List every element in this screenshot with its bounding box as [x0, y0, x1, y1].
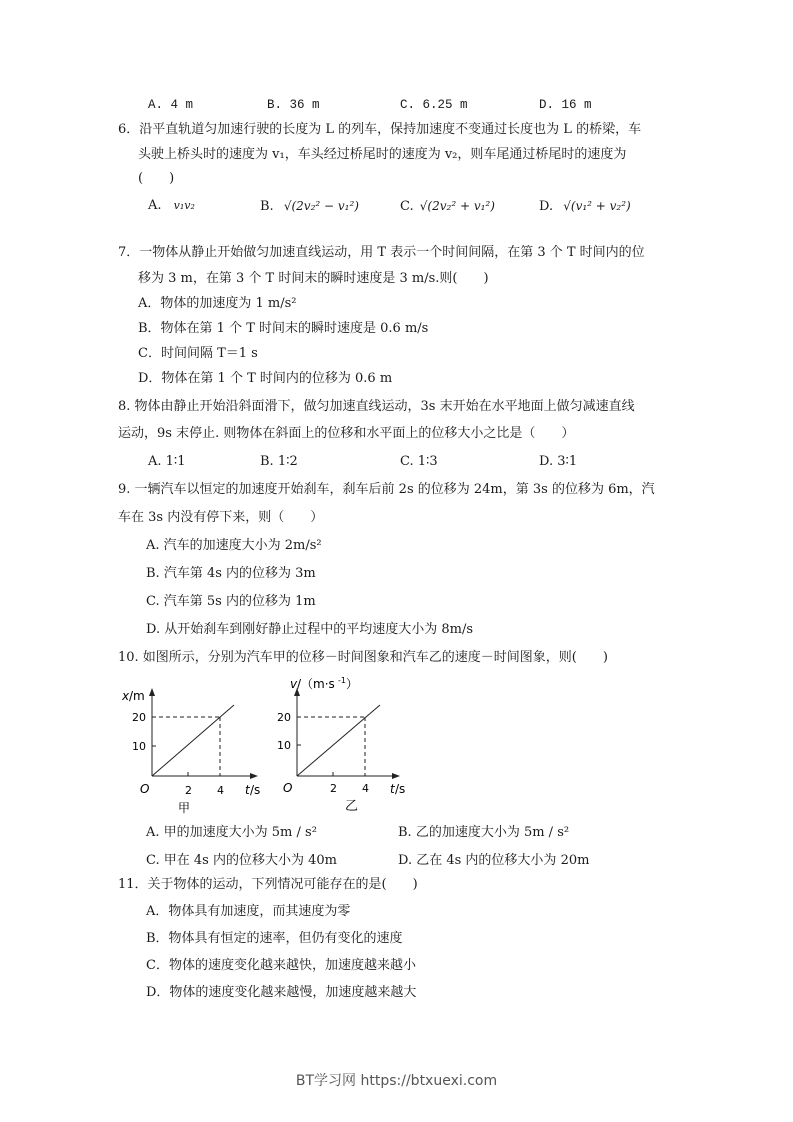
svg-text:-1: -1 — [338, 676, 346, 685]
svg-text:v: v — [290, 677, 298, 691]
svg-text:20: 20 — [132, 711, 146, 724]
svg-text:4: 4 — [362, 782, 369, 795]
svg-text:10: 10 — [132, 740, 146, 753]
q11-option-d: D．物体的速度变化越来越慢，加速度越来越大 — [146, 985, 417, 1000]
q8-stem-line1: 8. 物体由静止开始沿斜面滑下，做匀加速直线运动，3s 末开始在水平地面上做匀减速直线 — [118, 399, 635, 414]
svg-text:x: x — [122, 689, 130, 703]
svg-text:O: O — [140, 782, 150, 796]
q9-option-d: D. 从开始刹车到刚好静止过程中的平均速度大小为 8m/s — [146, 622, 474, 637]
q6-stem-line3: ( ) — [138, 171, 175, 186]
q5-option-c: C. 6.25 m — [400, 98, 468, 112]
svg-text:O: O — [283, 781, 293, 795]
q8-option-c: C. 1∶3 — [400, 454, 438, 469]
q6-stem-line1: 6．沿平直轨道匀加速行驶的长度为 L 的列车，保持加速度不变通过长度也为 L 的桥梁，车 — [118, 122, 642, 137]
q6-option-b-expr: √(2v₂² − v₁²) — [283, 199, 359, 213]
q6-option-a-expr: v₁v₂ — [173, 199, 195, 212]
q6-option-b: B. √(2v₂² − v₁²) — [260, 199, 359, 214]
q8-option-b: B. 1∶2 — [260, 454, 298, 469]
q7-option-a: A．物体的加速度为 1 m/s² — [138, 296, 297, 311]
q6-option-c-expr: √(2v₂² + v₁²) — [419, 199, 495, 213]
svg-text:乙: 乙 — [345, 799, 359, 814]
svg-text:/（m·s: /（m·s — [297, 677, 335, 691]
svg-text:t: t — [245, 783, 250, 797]
q5-option-b: B. 36 m — [267, 98, 320, 112]
q9-option-b: B. 汽车第 4s 内的位移为 3m — [146, 566, 316, 581]
svg-text:）: ） — [346, 677, 359, 691]
svg-text:10: 10 — [277, 739, 291, 752]
q5-option-d: D. 16 m — [539, 98, 592, 112]
q8-option-d: D. 3∶1 — [539, 454, 578, 469]
svg-text:4: 4 — [217, 784, 224, 797]
svg-text:2: 2 — [185, 784, 192, 797]
svg-text:/s: /s — [250, 783, 261, 797]
q10-option-d: D. 乙在 4s 内的位移大小为 20m — [398, 853, 590, 868]
q5-option-a: A. 4 m — [148, 98, 194, 112]
svg-text:20: 20 — [277, 711, 291, 724]
q7-stem-line1: 7．一物体从静止开始做匀加速直线运动，用 T 表示一个时间间隔，在第 3 个 T 时间内的位 — [118, 245, 645, 260]
q6-option-a: A. v₁v₂ — [148, 198, 195, 213]
q7-option-d: D．物体在第 1 个 T 时间内的位移为 0.6 m — [138, 371, 393, 386]
q9-stem-line1: 9. 一辆汽车以恒定的加速度开始刹车，刹车后前 2s 的位移为 24m，第 3s 的位移为 6m，汽 — [118, 482, 655, 497]
graph-yi — [270, 670, 430, 815]
q11-stem-line1: 11．关于物体的运动，下列情况可能存在的是( ) — [118, 877, 418, 892]
q11-option-c: C．物体的速度变化越来越快，加速度越来越小 — [146, 958, 416, 973]
footer-watermark: BT学习网 https://btxuexi.com — [295, 1073, 498, 1089]
q10-stem-line1: 10. 如图所示，分别为汽车甲的位移－时间图象和汽车乙的速度－时间图象，则( ) — [118, 650, 608, 665]
q6-option-c: C. √(2v₂² + v₁²) — [400, 199, 495, 214]
q6-stem-line2: 头驶上桥头时的速度为 v₁，车头经过桥尾时的速度为 v₂，则车尾通过桥尾时的速度为 — [138, 147, 627, 162]
q10-option-a: A. 甲的加速度大小为 5m / s² — [146, 825, 317, 840]
svg-text:甲: 甲 — [178, 801, 191, 815]
svg-text:/s: /s — [395, 782, 406, 796]
q8-stem-line2: 运动，9s 末停止. 则物体在斜面上的位移和水平面上的位移大小之比是（ ） — [118, 426, 575, 441]
svg-text:/m: /m — [129, 689, 145, 703]
q10-option-c: C. 甲在 4s 内的位移大小为 40m — [146, 853, 337, 868]
q11-option-b: B．物体具有恒定的速率，但仍有变化的速度 — [146, 931, 403, 946]
q6-option-d-expr: √(v₁² + v₂²) — [563, 199, 631, 213]
q9-option-a: A. 汽车的加速度大小为 2m/s² — [146, 538, 322, 553]
q6-option-d: D. √(v₁² + v₂²) — [539, 199, 631, 214]
svg-text:t: t — [390, 782, 395, 796]
q7-option-b: B．物体在第 1 个 T 时间末的瞬时速度是 0.6 m/s — [138, 321, 429, 336]
q10-option-b: B. 乙的加速度大小为 5m / s² — [398, 825, 570, 840]
q11-option-a: A．物体具有加速度，而其速度为零 — [146, 904, 351, 919]
q8-option-a: A. 1∶1 — [148, 454, 186, 469]
svg-text:2: 2 — [330, 782, 337, 795]
q7-option-c: C．时间间隔 T＝1 s — [138, 346, 258, 361]
graph-jia — [110, 670, 270, 815]
q7-stem-line2: 移为 3 m，在第 3 个 T 时间末的瞬时速度是 3 m/s.则( ) — [138, 271, 489, 286]
q9-stem-line2: 车在 3s 内没有停下来，则（ ） — [118, 510, 324, 525]
q9-option-c: C. 汽车第 5s 内的位移为 1m — [146, 594, 316, 609]
